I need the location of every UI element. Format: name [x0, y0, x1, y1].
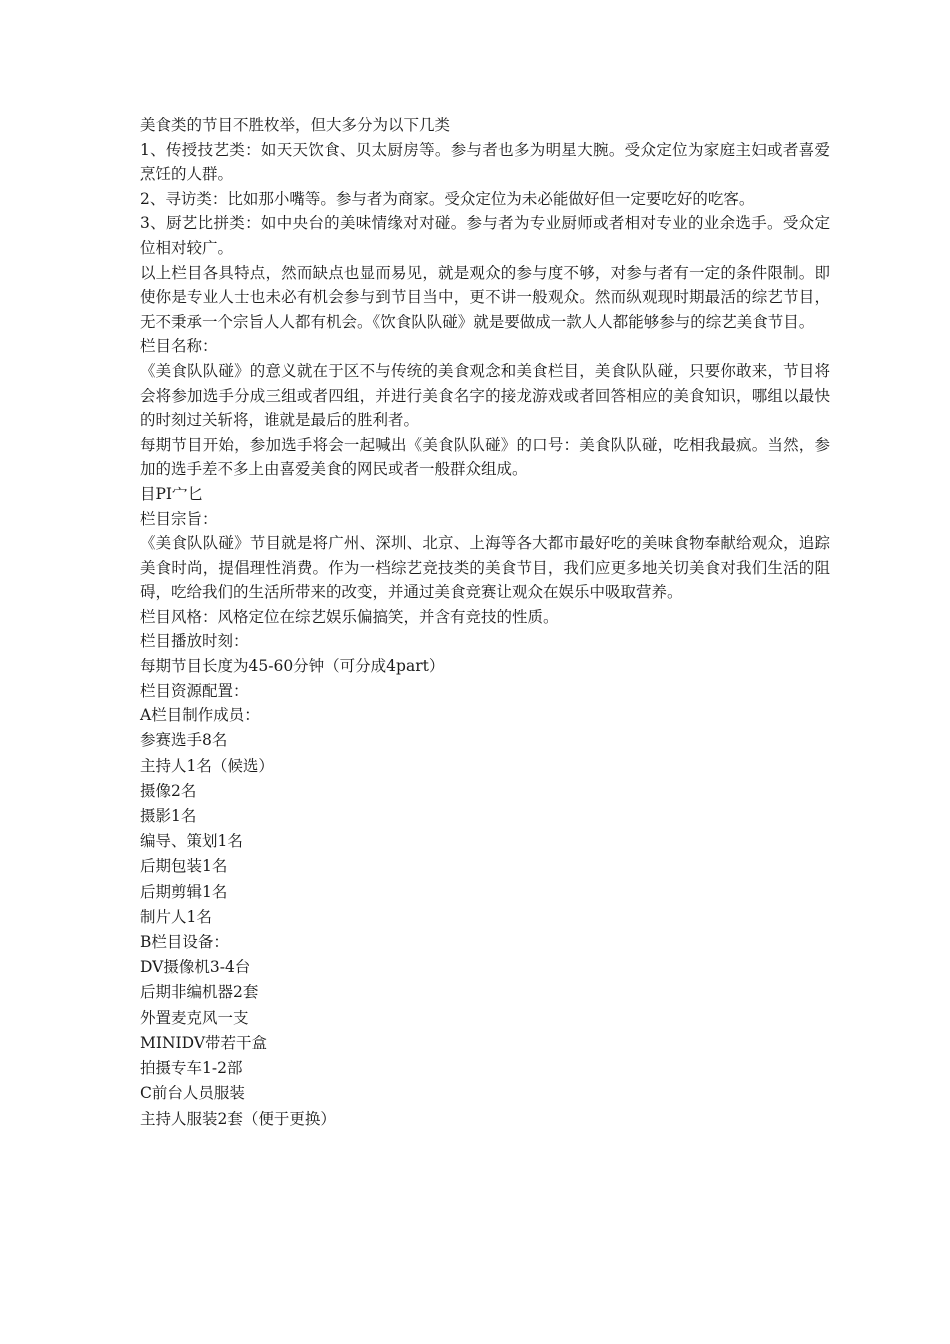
garbled-line: 目PI宀匕 — [140, 484, 204, 503]
intro-line: 美食类的节目不胜枚举，但大多分为以下几类 — [140, 116, 451, 134]
section-heading-name: 栏目名称： — [140, 337, 218, 356]
category-3: 3、厨艺比拼类：如中央台的美味情缘对对碰。参与者为专业厨师或者相对专业的业余选手。受众定位相对较广。 — [140, 214, 830, 257]
list-item: 编导、策划1名 — [140, 832, 243, 851]
list-item: 后期包装1名 — [140, 857, 228, 876]
section-heading-airtime: 栏目播放时刻： — [140, 632, 249, 651]
section-heading-purpose: 栏目宗旨： — [140, 509, 218, 528]
list-item: 后期非编机器2套 — [140, 983, 259, 1002]
list-item: 主持人服装2套（便于更换） — [140, 1109, 336, 1128]
category-2: 2、寻访类：比如那小嘴等。参与者为商家。受众定位为未必能做好但一定要吃好的吃客。 — [140, 189, 755, 208]
slogan-paragraph: 每期节目开始，参加选手将会一起喊出《美食队队碰》的口号：美食队队碰，吃相我最疯。当然，参加的选手差不多上由喜爱美食的网民或者一般群众组成。 — [140, 435, 830, 479]
section-heading-resources: 栏目资源配置： — [140, 681, 249, 700]
list-item: A栏目制作成员： — [140, 706, 260, 725]
list-item: 摄像2名 — [140, 781, 197, 800]
list-item: B栏目设备： — [140, 933, 229, 952]
purpose-paragraph: 《美食队队碰》节目就是将广州、深圳、北京、上海等各大都市最好吃的美味食物奉献给观众，追踪美食时尚，提倡理性消费。作为一档综艺竞技类的美食节目，我们应更多地关切美食对我们生活的阻碍，吃给我们的生活所带来的改变，并通过美食竞赛让观众在娱乐中吸取营养。 — [140, 534, 830, 602]
list-item: MINIDV带若干盒 — [140, 1033, 268, 1052]
list-item: 参赛选手8名 — [140, 731, 228, 750]
category-1: 1、传授技艺类：如天天饮食、贝太厨房等。参与者也多为明星大腕。受众定位为家庭主妇或者喜爱烹饪的人群。 — [140, 140, 830, 184]
resource-list — [140, 703, 830, 1131]
name-meaning-paragraph: 《美食队队碰》的意义就在于区不与传统的美食观念和美食栏目，美食队队碰，只要你敢来，节目将会将参加选手分成三组或者四组，并进行美食名字的接龙游戏或者回答相应的美食知识，哪组以最快的时刻过关斩将，谁就是最后的胜利者。 — [140, 361, 830, 430]
list-item: DV摄像机3-4台 — [140, 958, 251, 977]
analysis-paragraph: 以上栏目各具特点，然而缺点也显而易见，就是观众的参与度不够，对参与者有一定的条件限制。即使你是专业人士也未必有机会参与到节目当中，更不讲一般观众。然而纵观现时期最活的综艺节目，无不秉承一个宗旨人人都有机会。《饮食队队碰》就是要做成一款人人都能够参与的综艺美食节目。 — [140, 263, 830, 331]
list-item: 外置麦克风一支 — [140, 1008, 249, 1027]
list-item: 后期剪辑1名 — [140, 882, 228, 901]
list-item: 拍摄专车1-2部 — [140, 1059, 243, 1078]
list-item: C前台人员服装 — [140, 1084, 245, 1103]
duration-line: 每期节目长度为45-60分钟（可分成4part） — [140, 657, 445, 676]
list-item: 主持人1名（候选） — [140, 756, 274, 775]
style-line: 栏目风格：风格定位在综艺娱乐偏搞笑，并含有竞技的性质。 — [140, 607, 559, 626]
list-item: 摄影1名 — [140, 807, 197, 826]
document-body — [140, 113, 830, 1132]
list-item: 制片人1名 — [140, 907, 212, 926]
